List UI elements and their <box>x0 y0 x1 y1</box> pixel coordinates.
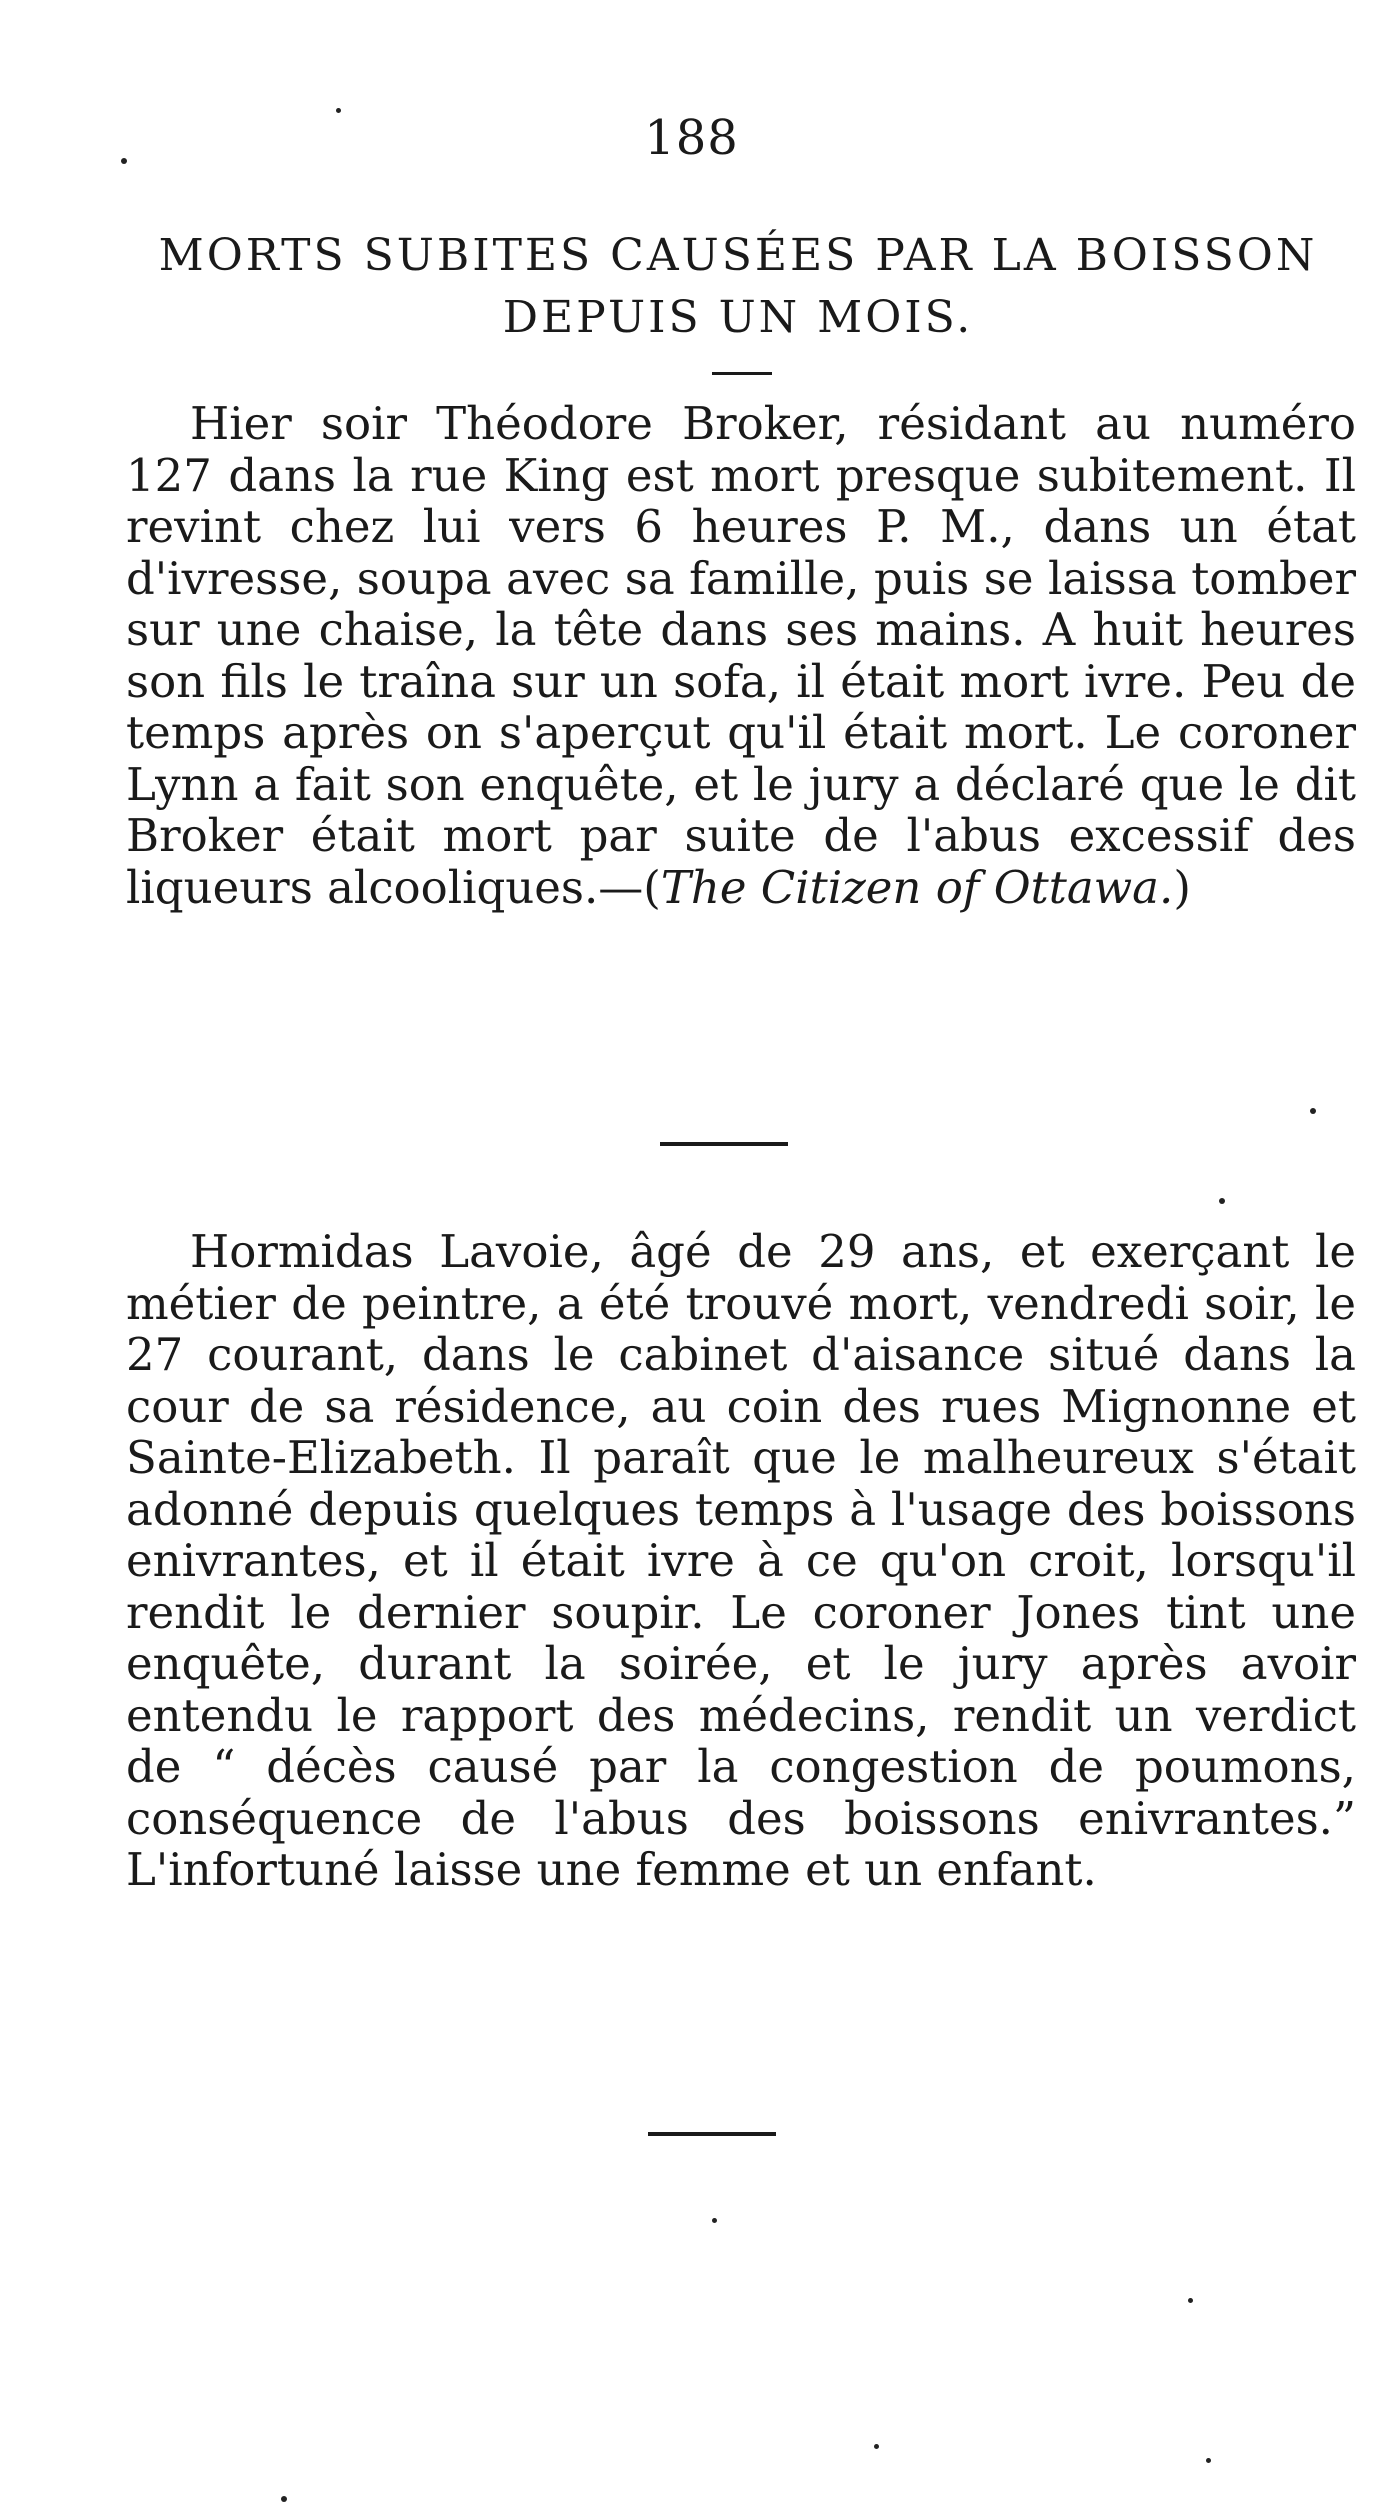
article-broker-closing: ) <box>1173 860 1191 914</box>
print-speck <box>1206 2458 1211 2463</box>
title-divider <box>712 372 772 375</box>
print-speck <box>712 2218 717 2223</box>
print-speck <box>874 2444 879 2449</box>
print-speck <box>1188 2298 1193 2303</box>
article-broker <box>126 398 1356 913</box>
article-broker-body: Hier soir Théodore Broker, résidant au numéro 127 dans la rue King est mort presque subitement. Il revint chez lui vers 6 heures P. M., dans un état d'ivresse, soupa avec sa famille, puis se laissa tomber sur une chaise, la tête dans ses mains. A huit heures son fils le traîna sur un sofa, il était mort ivre. Peu de temps après on s'aperçut qu'il était mort. Le coroner Lynn a fait son enquête, et le jury a déclaré que le dit Broker était mort par suite de l'abus excessif des liqueurs alcooliques.—( <box>126 397 1356 914</box>
article-lavoie <box>126 1226 1356 1896</box>
print-speck <box>281 2496 287 2502</box>
print-speck <box>336 108 341 113</box>
page-number: 188 <box>644 110 739 166</box>
end-divider <box>648 2132 776 2136</box>
print-speck <box>121 158 127 164</box>
page-title: MORTS SUBITES CAUSÉES PAR LA BOISSON DEPUIS UN MOIS. <box>158 230 1318 343</box>
article-lavoie-body: Hormidas Lavoie, âgé de 29 ans, et exerçant le métier de peintre, a été trouvé mort, vendredi soir, le 27 courant, dans le cabinet d'aisance situé dans la cour de sa résidence, au coin des rues Mignonne et Sainte-Elizabeth. Il paraît que le malheureux s'était adonné depuis quelques temps à l'usage des boissons enivrantes, et il était ivre à ce qu'on croit, lorsqu'il rendit le dernier soupir. Le coroner Jones tint une enquête, durant la soirée, et le jury après avoir entendu le rapport des médecins, rendit un verdict de “ décès causé par la congestion de poumons, conséquence de l'abus des boissons enivrantes.” L'infortuné laisse une femme et un enfant. <box>126 1225 1356 1896</box>
article-divider <box>660 1142 788 1146</box>
print-speck <box>1219 1198 1225 1204</box>
print-speck <box>1310 1108 1316 1114</box>
article-broker-source: The Citizen of Ottawa. <box>660 860 1174 914</box>
